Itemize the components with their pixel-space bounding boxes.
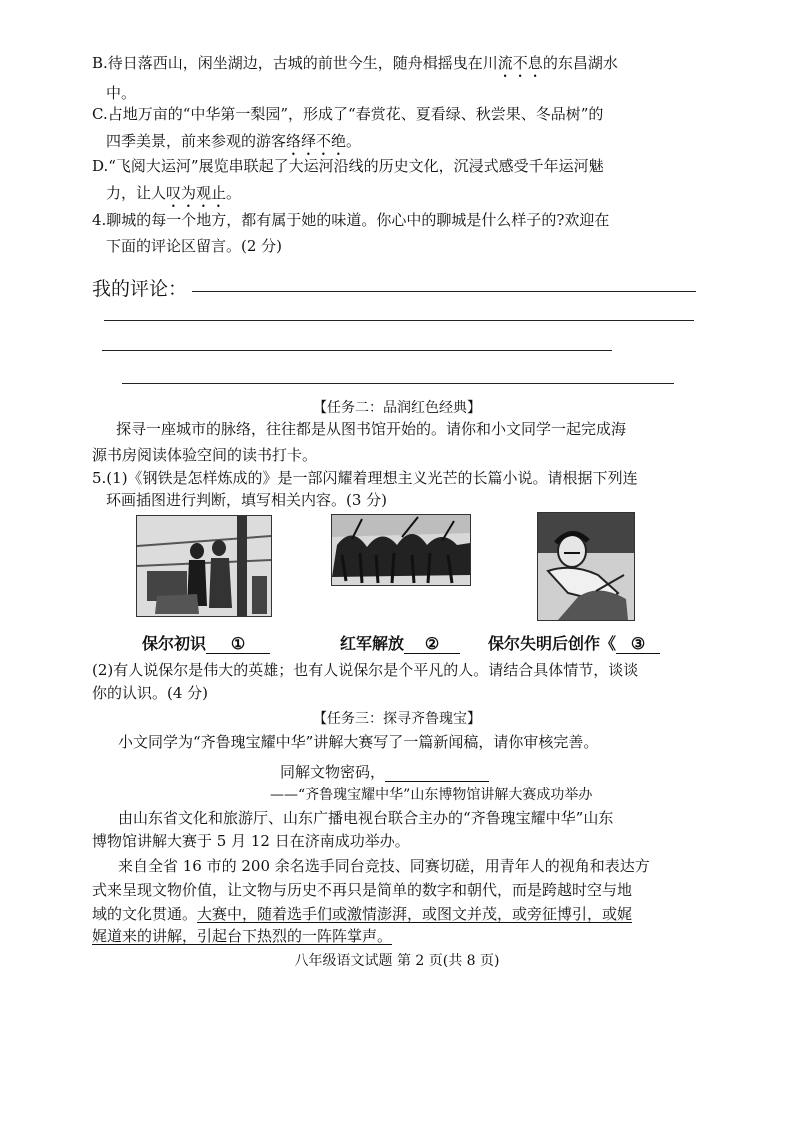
task3-intro: 小文同学为“齐鲁瑰宝耀中华”讲解大赛写了一篇新闻稿，请你审核完善。: [118, 733, 599, 751]
option-d-line2: 力，让人叹为观止。: [106, 184, 242, 202]
task2-intro-line1: 探寻一座城市的脉络，往往都是从图书馆开始的。请你和小文同学一起完成海: [116, 420, 627, 438]
question-5-1-line2: 环画插图进行判断，填写相关内容。(3 分): [106, 491, 388, 509]
illustration-red-army: [331, 514, 471, 586]
question-5-1-line1: 5.(1)《钢铁是怎样炼成的》是一部闪耀着理想主义光芒的长篇小说。请根据下列连: [92, 469, 638, 487]
caption-1: 保尔初识 ①: [142, 631, 270, 654]
comment-line-4[interactable]: [122, 383, 674, 384]
option-b-line1: B.待日落西山，闲坐湖边，古城的前世今生，随舟楫摇曳在川流不息的东昌湖水: [92, 54, 618, 72]
news-p2-line1: 来自全省 16 市的 200 余名选手同台竞技、同赛切磋，用青年人的视角和表达方: [118, 857, 650, 875]
task2-intro-line2: 源书房阅读体验空间的读书打卡。: [92, 446, 318, 464]
caption-2: 红军解放 ②: [340, 631, 460, 654]
underlined-sentence-part1: 大赛中，随着选手们或激情澎湃，或图文并茂，或旁征博引，或娓: [197, 905, 633, 923]
news-p2-line2: 式来呈现文物价值，让文物与历史不再只是简单的数字和朝代，而是跨越时空与地: [92, 881, 633, 899]
answer-blank-2[interactable]: ②: [404, 634, 460, 654]
headline-blank[interactable]: [385, 763, 489, 782]
question-5-2-line1: (2)有人说保尔是伟大的英雄；也有人说保尔是个平凡的人。请结合具体情节，谈谈: [92, 661, 639, 679]
answer-blank-3[interactable]: ③: [616, 634, 660, 654]
news-p1-line1: 由山东省文化和旅游厅、山东广播电视台联合主办的“齐鲁瑰宝耀中华”山东: [118, 809, 614, 827]
news-headline: 同解文物密码，: [280, 761, 489, 782]
option-b-emphasis: 流不息: [497, 54, 543, 72]
news-p2-line3: 域的文化贯通。大赛中，随着选手们或激情澎湃，或图文并茂，或旁征博引，或娓: [92, 905, 633, 923]
comment-line-3[interactable]: [102, 350, 612, 351]
question-4-line2: 下面的评论区留言。(2 分): [106, 237, 283, 255]
comment-label: 我的评论：: [92, 278, 188, 300]
page-footer: 八年级语文试题 第 2 页(共 8 页): [294, 953, 500, 969]
comment-line-1[interactable]: [192, 291, 696, 292]
illustration-paul-meeting: [136, 515, 272, 617]
task3-title: 【任务三：探寻齐鲁瑰宝】: [313, 711, 481, 727]
question-5-2-line2: 你的认识。(4 分): [92, 684, 209, 702]
news-p2-line4: [92, 925, 392, 946]
option-c-line2: 四季美景，前来参观的游客络绎不绝。: [106, 132, 362, 150]
option-d-line1: D.“飞阅大运河”展览串联起了大运河沿线的历史文化，沉浸式感受千年运河魅: [92, 157, 604, 175]
option-c-line1: C.占地万亩的“中华第一梨园”，形成了“春赏花、夏看绿、秋尝果、冬品树”的: [92, 105, 604, 123]
option-b-line2: 中。: [106, 84, 137, 102]
task2-title: 【任务二：品润红色经典】: [313, 400, 481, 416]
comment-line-2[interactable]: [104, 320, 694, 321]
option-c-emphasis: 络绎不绝: [286, 132, 347, 150]
news-subheadline: ——“齐鲁瑰宝耀中华”山东博物馆讲解大赛成功举办: [270, 787, 593, 803]
option-d-emphasis: 叹为观止: [166, 184, 227, 202]
news-p1-line2: 博物馆讲解大赛于 5 月 12 日在济南成功举办。: [92, 832, 410, 850]
caption-3: 保尔失明后创作《 ③: [488, 631, 660, 654]
answer-blank-1[interactable]: ①: [206, 634, 270, 654]
underlined-sentence-part2: 娓道来的讲解，引起台下热烈的一阵阵掌声。: [92, 927, 393, 945]
illustration-paul-writing: [537, 512, 635, 621]
question-4-line1: 4.聊城的每一个地方，都有属于她的味道。你心中的聊城是什么样子的?欢迎在: [92, 211, 610, 229]
